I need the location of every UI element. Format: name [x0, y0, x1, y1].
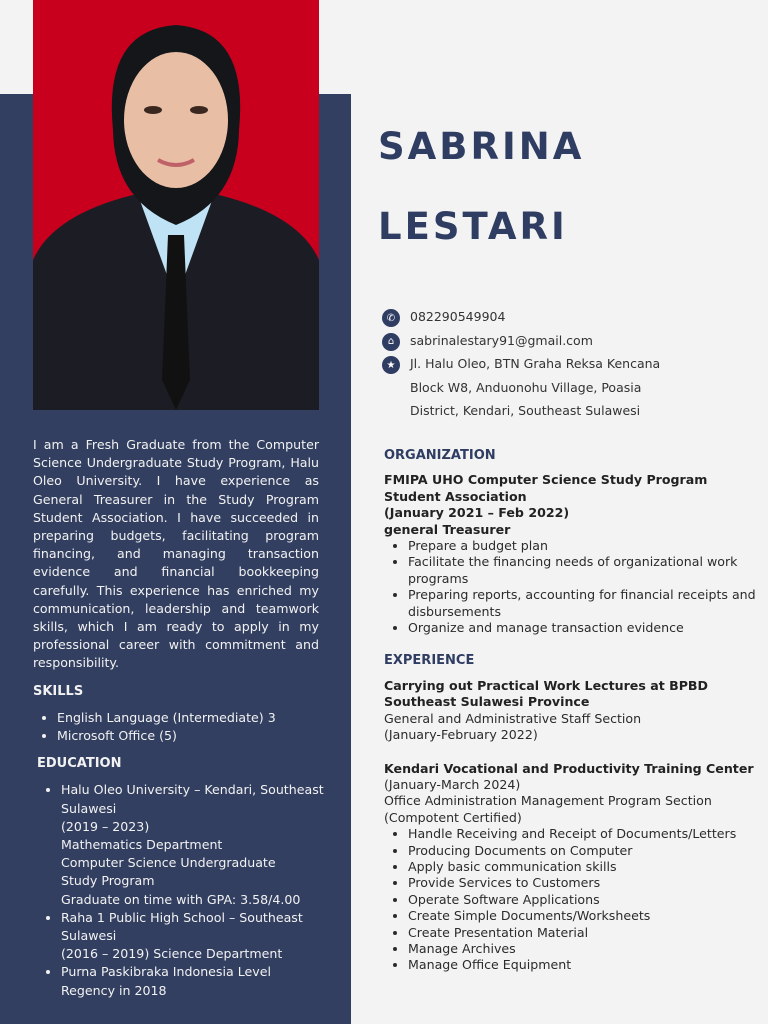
list-item: • Facilitate the financing needs of organizational work programs: [408, 554, 759, 587]
list-item: • Create Simple Documents/Worksheets: [408, 908, 759, 924]
list-item: • Create Presentation Material: [408, 925, 759, 941]
email[interactable]: sabrinalestary91@gmail.com: [410, 332, 593, 348]
list-item: • Manage Office Equipment: [408, 957, 759, 973]
section-heading-education: EDUCATION: [37, 756, 122, 772]
list-item: • Prepare a budget plan: [408, 538, 759, 554]
profile-summary: I am a Fresh Graduate from the Computer Science Undergraduate Study Program, Halu Oleo University. I have experience as General Treasurer in the Study Program Student Association. I have succeeded in preparing budgets, facilitating program financing, and managing transaction evidence and financial bookkeeping carefully. This experience has enriched my communication, leadership and teamwork skills, which I am ready to apply in my professional career with commitment and responsibility.: [33, 437, 319, 671]
list-item: • Apply basic communication skills: [408, 859, 759, 875]
edu-line: • Halu Oleo University – Kendari, Southeast Sulawesi: [61, 782, 324, 816]
org-name: FMIPA UHO Computer Science Study Program Student Association: [384, 472, 708, 504]
section-heading-skills: SKILLS: [33, 683, 84, 699]
address-line: Block W8, Anduonohu Village, Poasia: [410, 379, 642, 395]
edu-line: • Purna Paskibraka Indonesia Level Regency in 2018: [61, 964, 271, 998]
education-item: [61, 909, 321, 964]
job-title: Carrying out Practical Work Lectures at BPBD Southeast Sulawesi Province: [384, 677, 708, 710]
home-icon: ⌂: [382, 333, 400, 351]
star-icon: ★: [382, 356, 400, 374]
list-item: • Producing Documents on Computer: [408, 843, 759, 859]
sidebar-content: [33, 436, 324, 1000]
job-title: Kendari Vocational and Productivity Training Center: [384, 760, 754, 776]
job-detail: (Compotent Certified): [384, 809, 522, 825]
job-detail: General and Administrative Staff Section: [384, 710, 642, 726]
name-first: SABRINA: [378, 125, 585, 168]
edu-line: (2016 – 2019) Science Department: [61, 946, 283, 962]
edu-line: • Raha 1 Public High School – Southeast Sulawesi: [61, 909, 303, 944]
address-line: District, Kendari, Southeast Sulawesi: [410, 403, 641, 418]
org-period: (January 2021 – Feb 2022): [384, 505, 570, 521]
main-column: [384, 448, 759, 974]
name-last: LESTARI: [378, 205, 568, 248]
edu-line: Computer Science Undergraduate Study Program: [61, 855, 276, 889]
org-role: general Treasurer: [384, 521, 511, 537]
phone-icon: ✆: [382, 309, 400, 327]
education-item: [61, 963, 301, 999]
education-item: [61, 781, 343, 908]
job-detail: Office Administration Management Program Section: [384, 793, 712, 809]
profile-photo: [33, 0, 319, 410]
list-item: • Operate Software Applications: [408, 892, 759, 908]
list-item: • Preparing reports, accounting for financial receipts and disbursements: [408, 587, 759, 620]
list-item: • Organize and manage transaction evidence: [408, 620, 759, 636]
job-detail: (January-March 2024): [384, 776, 521, 792]
address-line: Jl. Halu Oleo, BTN Graha Reksa Kencana: [410, 356, 661, 371]
edu-line: Mathematics Department: [61, 837, 223, 853]
list-item: • Provide Services to Customers: [408, 875, 759, 891]
edu-line: (2019 – 2023): [61, 818, 150, 834]
list-item: • Manage Archives: [408, 941, 759, 957]
phone: 082290549904: [410, 309, 506, 324]
section-heading-experience: EXPERIENCE: [384, 653, 475, 669]
contact-info: [382, 309, 660, 427]
section-heading-organization: ORGANIZATION: [384, 448, 496, 463]
skill-item: • English Language (Intermediate) 3: [57, 709, 319, 727]
list-item: • Handle Receiving and Receipt of Documents/Letters: [408, 826, 759, 842]
job-detail: (January-February 2022): [384, 727, 538, 743]
edu-line: Graduate on time with GPA: 3.58/4.00: [61, 891, 301, 907]
skill-item: • Microsoft Office (5): [57, 727, 319, 745]
